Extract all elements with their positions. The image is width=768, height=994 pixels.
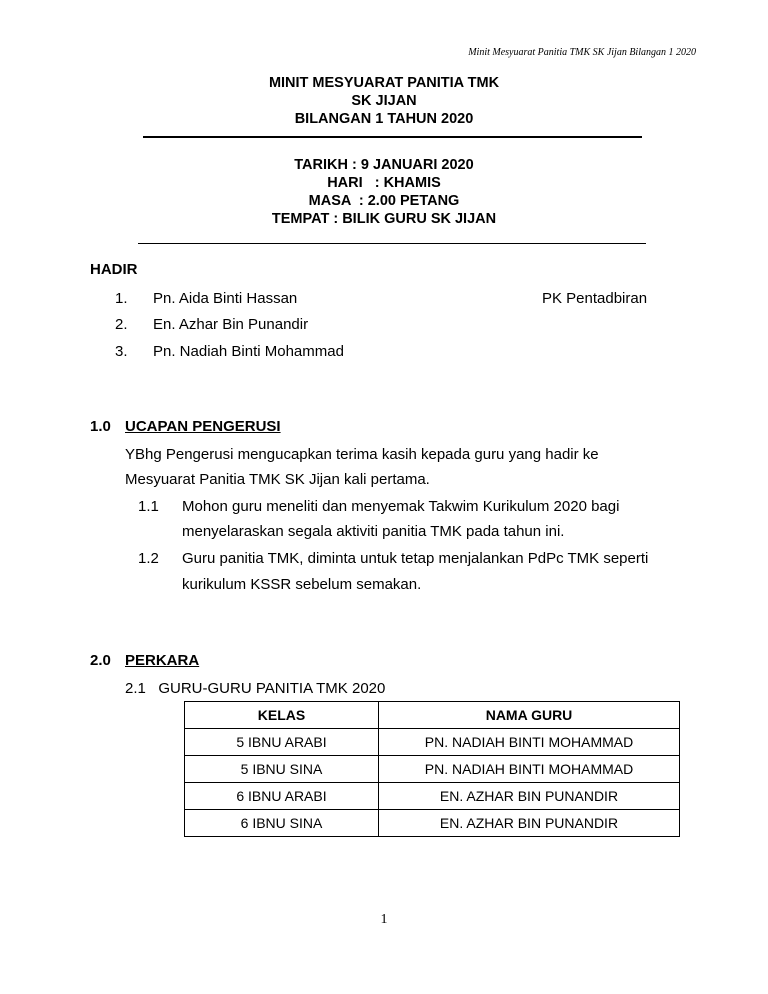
section-1-paragraph-line: YBhg Pengerusi mengucapkan terima kasih kepada guru yang hadir ke	[125, 446, 599, 463]
meeting-time: MASA : 2.00 PETANG	[308, 193, 460, 209]
title-line-1: MINIT MESYUARAT PANITIA TMK	[268, 75, 500, 91]
page-number: 1	[380, 912, 388, 927]
section-2-number: 2.0	[90, 652, 111, 669]
table-row	[185, 810, 680, 837]
section-1-number: 1.0	[90, 418, 111, 435]
item-text-line: kurikulum KSSR sebelum semakan.	[182, 576, 422, 593]
document-title	[0, 74, 768, 128]
member-role: PK Pentadbiran	[542, 290, 648, 307]
member-name: En. Azhar Bin Punandir	[153, 316, 309, 333]
table-row	[185, 729, 680, 756]
table-cell-nama-guru: PN. NADIAH BINTI MOHAMMAD	[379, 729, 680, 756]
table-cell-kelas: 6 IBNU ARABI	[185, 783, 379, 810]
table-row	[185, 783, 680, 810]
member-number: 2.	[115, 316, 128, 333]
subsection-2-1-title: 2.1 GURU-GURU PANITIA TMK 2020	[125, 680, 386, 697]
column-header-kelas: KELAS	[185, 702, 379, 729]
item-text-line: Guru panitia TMK, diminta untuk tetap menjalankan PdPc TMK seperti	[182, 550, 649, 567]
title-line-3: BILANGAN 1 TAHUN 2020	[294, 111, 474, 127]
member-number: 3.	[115, 343, 128, 360]
hadir-heading: HADIR	[90, 261, 138, 278]
item-number: 1.2	[138, 550, 159, 567]
title-line-2: SK JIJAN	[351, 93, 417, 109]
member-name: Pn. Aida Binti Hassan	[153, 290, 298, 307]
table-cell-kelas: 5 IBNU ARABI	[185, 729, 379, 756]
table-cell-nama-guru: EN. AZHAR BIN PUNANDIR	[379, 810, 680, 837]
meeting-place: TEMPAT : BILIK GURU SK JIJAN	[271, 211, 497, 227]
member-name: Pn. Nadiah Binti Mohammad	[153, 343, 344, 360]
item-text-line: menyelaraskan segala aktiviti panitia TMK pada tahun ini.	[182, 523, 565, 540]
item-text-line: Mohon guru meneliti dan menyemak Takwim Kurikulum 2020 bagi	[182, 498, 620, 515]
table-header-row	[185, 702, 680, 729]
title-divider	[143, 136, 642, 138]
meeting-details	[0, 156, 768, 228]
section-1-paragraph-line: Mesyuarat Panitia TMK SK Jijan kali pertama.	[125, 471, 430, 488]
item-number: 1.1	[138, 498, 159, 515]
column-header-nama-guru: NAMA GURU	[379, 702, 680, 729]
meeting-day: HARI : KHAMIS	[327, 175, 441, 191]
teachers-table	[184, 701, 680, 837]
table-cell-nama-guru: EN. AZHAR BIN PUNANDIR	[379, 783, 680, 810]
table-cell-kelas: 6 IBNU SINA	[185, 810, 379, 837]
section-1-heading: UCAPAN PENGERUSI	[125, 418, 281, 435]
details-divider	[138, 243, 646, 244]
section-2-heading: PERKARA	[125, 652, 200, 669]
table-cell-nama-guru: PN. NADIAH BINTI MOHAMMAD	[379, 756, 680, 783]
meeting-date: TARIKH : 9 JANUARI 2020	[294, 157, 474, 173]
member-number: 1.	[115, 290, 128, 307]
running-header: Minit Mesyuarat Panitia TMK SK Jijan Bilangan 1 2020	[468, 47, 696, 58]
table-cell-kelas: 5 IBNU SINA	[185, 756, 379, 783]
table-row	[185, 756, 680, 783]
